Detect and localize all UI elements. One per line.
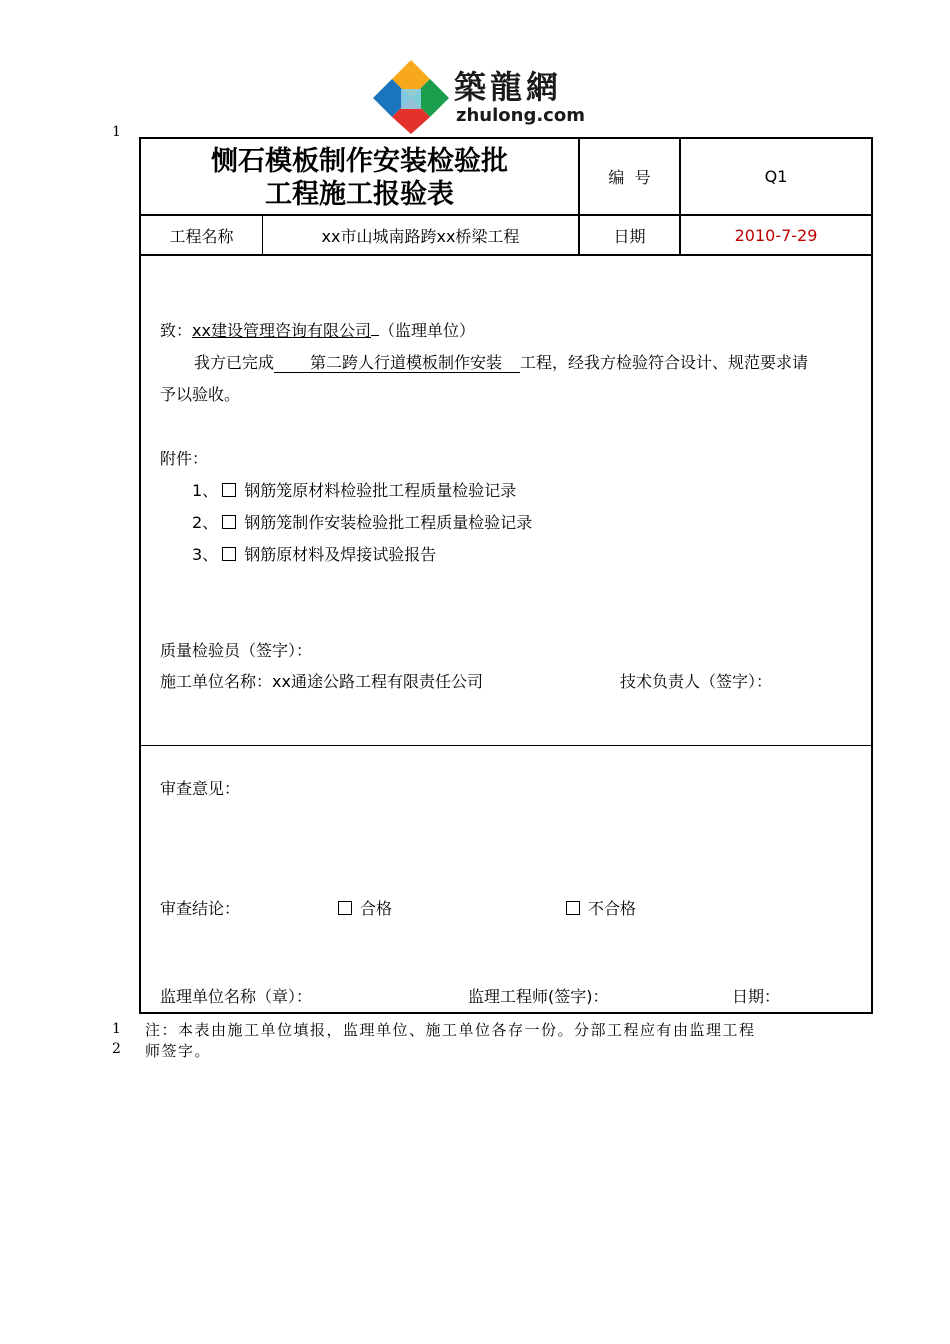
attachment-item <box>192 542 436 565</box>
attachment-item <box>192 478 516 501</box>
checkbox-icon[interactable] <box>222 483 236 497</box>
completion-line2: 予以验收。 <box>160 385 241 404</box>
attachment-number: 1、 <box>192 481 219 500</box>
completion-prefix: 我方已完成 <box>194 353 275 372</box>
attachment-text: 钢筋原材料及焊接试验报告 <box>244 545 437 564</box>
logo-cube-icon <box>370 56 452 134</box>
logo-english-text: zhulong.com <box>456 105 585 126</box>
attachment-number: 2、 <box>192 513 219 532</box>
logo-chinese-text: 築龍網 <box>454 68 563 106</box>
date-value: 2010-7-29 <box>734 225 818 245</box>
project-name-label: 工程名称 <box>169 226 234 246</box>
addressee-prefix: 致： <box>160 321 193 340</box>
inspection-form-table <box>139 137 873 1014</box>
footnote-line1: 注：本表由施工单位填报，监理单位、施工单位各存一份。分部工程应有由监理工程 <box>145 1021 756 1039</box>
supervisor-engineer-signature: 监理工程师(签字)： <box>468 987 609 1006</box>
line-number-top: 1 <box>112 124 121 140</box>
divider-project-row <box>141 254 871 256</box>
attachment-text: 钢筋笼制作安装检验批工程质量检验记录 <box>244 513 533 532</box>
divider-review <box>141 745 871 746</box>
supervisor-unit-name: 监理单位名称（章）： <box>160 987 313 1006</box>
pass-label: 合格 <box>360 899 393 918</box>
number-label: 编 号 <box>608 168 651 187</box>
pass-option[interactable] <box>334 896 392 919</box>
checkbox-icon[interactable] <box>566 901 580 915</box>
construction-company-name: 施工单位名称：xx通途公路工程有限责任公司 <box>160 672 483 691</box>
line-number-note-2: 2 <box>112 1041 121 1057</box>
completion-statement <box>194 350 808 373</box>
checkbox-icon[interactable] <box>222 515 236 529</box>
quality-inspector-signature: 质量检验员（签字）： <box>160 641 313 660</box>
review-opinion-label: 审查意见： <box>160 779 241 798</box>
project-name-value: xx市山城南路跨xx桥梁工程 <box>321 226 520 246</box>
attachment-number: 3、 <box>192 545 219 564</box>
date-label: 日期 <box>613 226 646 246</box>
addressee-suffix: （监理单位） <box>378 321 475 340</box>
addressee-line <box>160 318 475 341</box>
supervision-unit-name: xx建设管理咨询有限公司 <box>192 321 371 340</box>
technical-lead-signature: 技术负责人（签字）： <box>620 672 773 691</box>
form-title-line1: 恻石模板制作安装检验批 <box>211 145 508 177</box>
completed-work-name: 第二跨人行道模板制作安装 <box>274 353 520 373</box>
number-value: Q1 <box>764 167 788 186</box>
checkbox-icon[interactable] <box>222 547 236 561</box>
fail-option[interactable] <box>562 896 636 919</box>
fail-label: 不合格 <box>588 899 637 918</box>
line-number-note-1: 1 <box>112 1021 121 1037</box>
attachment-item <box>192 510 532 533</box>
checkbox-icon[interactable] <box>338 901 352 915</box>
attachments-label: 附件： <box>160 449 209 468</box>
review-conclusion-label: 审查结论： <box>160 899 241 918</box>
form-title <box>141 139 578 216</box>
form-title-line2: 工程施工报验表 <box>265 178 454 210</box>
completion-suffix: 工程，经我方检验符合设计、规范要求请 <box>520 353 809 372</box>
attachment-text: 钢筋笼原材料检验批工程质量检验记录 <box>244 481 517 500</box>
zhulong-logo <box>370 56 585 134</box>
footnote-line2: 师签字。 <box>145 1042 212 1060</box>
review-date-label: 日期： <box>732 987 781 1006</box>
